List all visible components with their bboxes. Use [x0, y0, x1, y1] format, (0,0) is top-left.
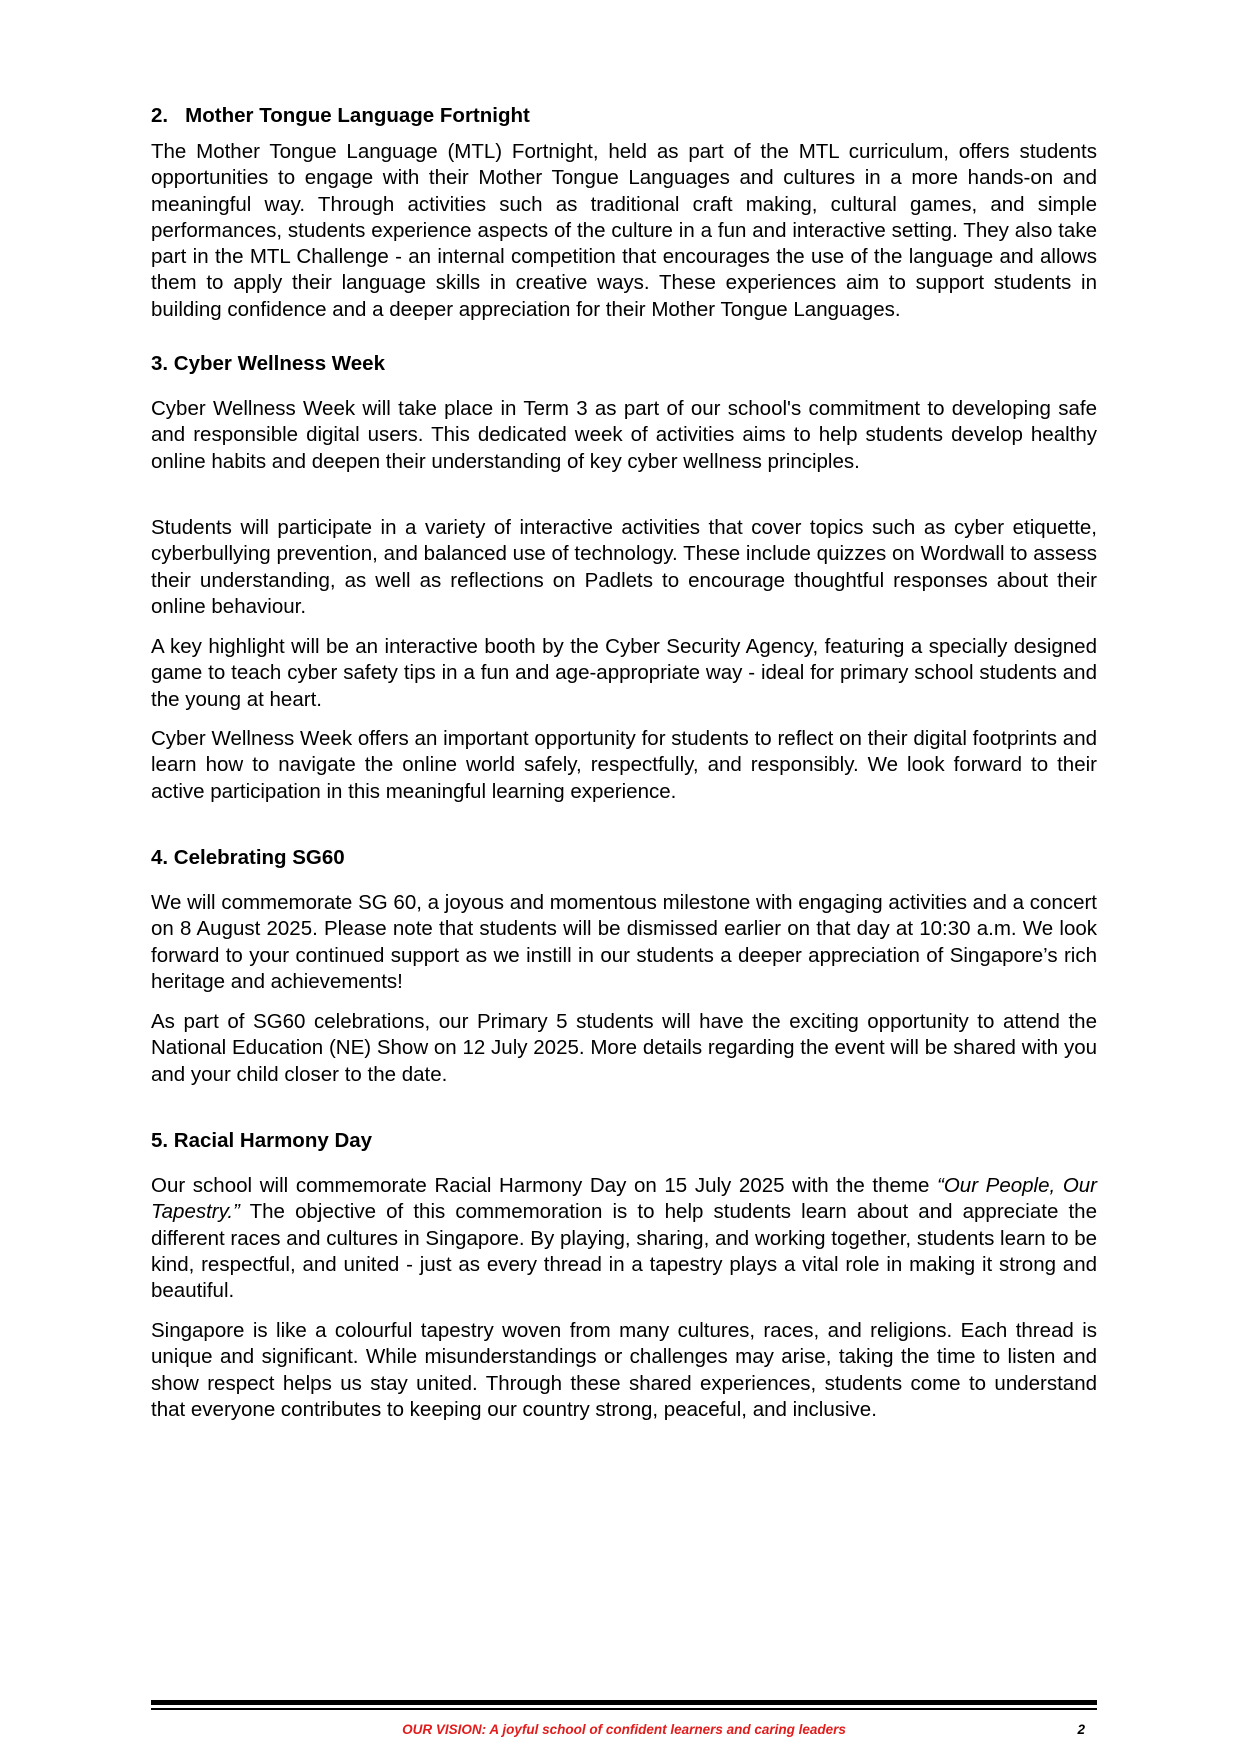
- racial-harmony-theme: “Our People, Our Tapestry.”: [151, 1174, 1097, 1224]
- paragraph-cyber-wellness-1: Cyber Wellness Week will take place in Term 3 as part of our school's commitment to developing safe and responsible digital users. This dedicated week of activities aims to help students develop healthy online habits and deepen their understanding of key cyber wellness principles.: [151, 397, 1097, 473]
- paragraph-racial-harmony-1: [151, 1173, 1097, 1304]
- paragraph-racial-harmony-1-rest: The objective of this commemoration is to help students learn about and appreciate the different races and cultures in Singapore. By playing, sharing, and working together, students learn to be kind, respectful, and united - just as every thread in a tapestry plays a vital role in making it strong and beautiful.: [151, 1200, 1097, 1303]
- section-title-racial-harmony: 5. Racial Harmony Day: [151, 1129, 373, 1152]
- paragraph-cyber-wellness-4: Cyber Wellness Week offers an important opportunity for students to reflect on their digital footprints and learn how to navigate the online world safely, respectfully, and responsibly. We look forward to their active participation in this meaningful learning experience.: [151, 727, 1097, 803]
- vision-statement: OUR VISION: A joyful school of confident learners and caring leaders: [402, 1722, 846, 1737]
- page-number: 2: [1077, 1722, 1085, 1737]
- footer-rule-thick: [151, 1700, 1097, 1705]
- section-title-mtl-fortnight: 2. Mother Tongue Language Fortnight: [151, 104, 530, 127]
- paragraph-sg60-2: As part of SG60 celebrations, our Primary 5 students will have the exciting opportunity to attend the National Education (NE) Show on 12 July 2025. More details regarding the event will be shared with you and your child closer to the date.: [151, 1010, 1097, 1086]
- section-title-cyber-wellness: 3. Cyber Wellness Week: [151, 352, 385, 375]
- paragraph-racial-harmony-1-intro: Our school will commemorate Racial Harmony Day on 15 July 2025 with the theme: [151, 1174, 938, 1197]
- paragraph-racial-harmony-2: Singapore is like a colourful tapestry woven from many cultures, races, and religions. Each thread is unique and significant. While misunderstandings or challenges may arise, taking the time to listen and show respect helps us stay united. Through these shared experiences, students come to understand that everyone contributes to keeping our country strong, peaceful, and inclusive.: [151, 1319, 1097, 1421]
- page-footer: [151, 1722, 1097, 1742]
- paragraph-mtl-fortnight: The Mother Tongue Language (MTL) Fortnight, held as part of the MTL curriculum, offers students opportunities to engage with their Mother Tongue Languages and cultures in a more hands-on and meaningful way. Through activities such as traditional craft making, cultural games, and simple performances, students experience aspects of the culture in a fun and interactive setting. They also take part in the MTL Challenge - an internal competition that encourages the use of the language and allows them to apply their language skills in creative ways. These experiences aim to support students in building confidence and a deeper appreciation for their Mother Tongue Languages.: [151, 140, 1097, 321]
- footer-rule-thin: [151, 1708, 1097, 1710]
- paragraph-cyber-wellness-3: A key highlight will be an interactive booth by the Cyber Security Agency, featuring a specially designed game to teach cyber safety tips in a fun and age-appropriate way - ideal for primary school students and the young at heart.: [151, 635, 1097, 711]
- paragraph-cyber-wellness-2: Students will participate in a variety of interactive activities that cover topics such as cyber etiquette, cyberbullying prevention, and balanced use of technology. These include quizzes on Wordwall to assess their understanding, as well as reflections on Padlets to encourage thoughtful responses about their online behaviour.: [151, 516, 1097, 618]
- paragraph-sg60-1: We will commemorate SG 60, a joyous and momentous milestone with engaging activities and a concert on 8 August 2025. Please note that students will be dismissed earlier on that day at 10:30 a.m. We look forward to your continued support as we instill in our students a deeper appreciation of Singapore’s rich heritage and achievements!: [151, 891, 1097, 993]
- section-title-sg60: 4. Celebrating SG60: [151, 846, 345, 869]
